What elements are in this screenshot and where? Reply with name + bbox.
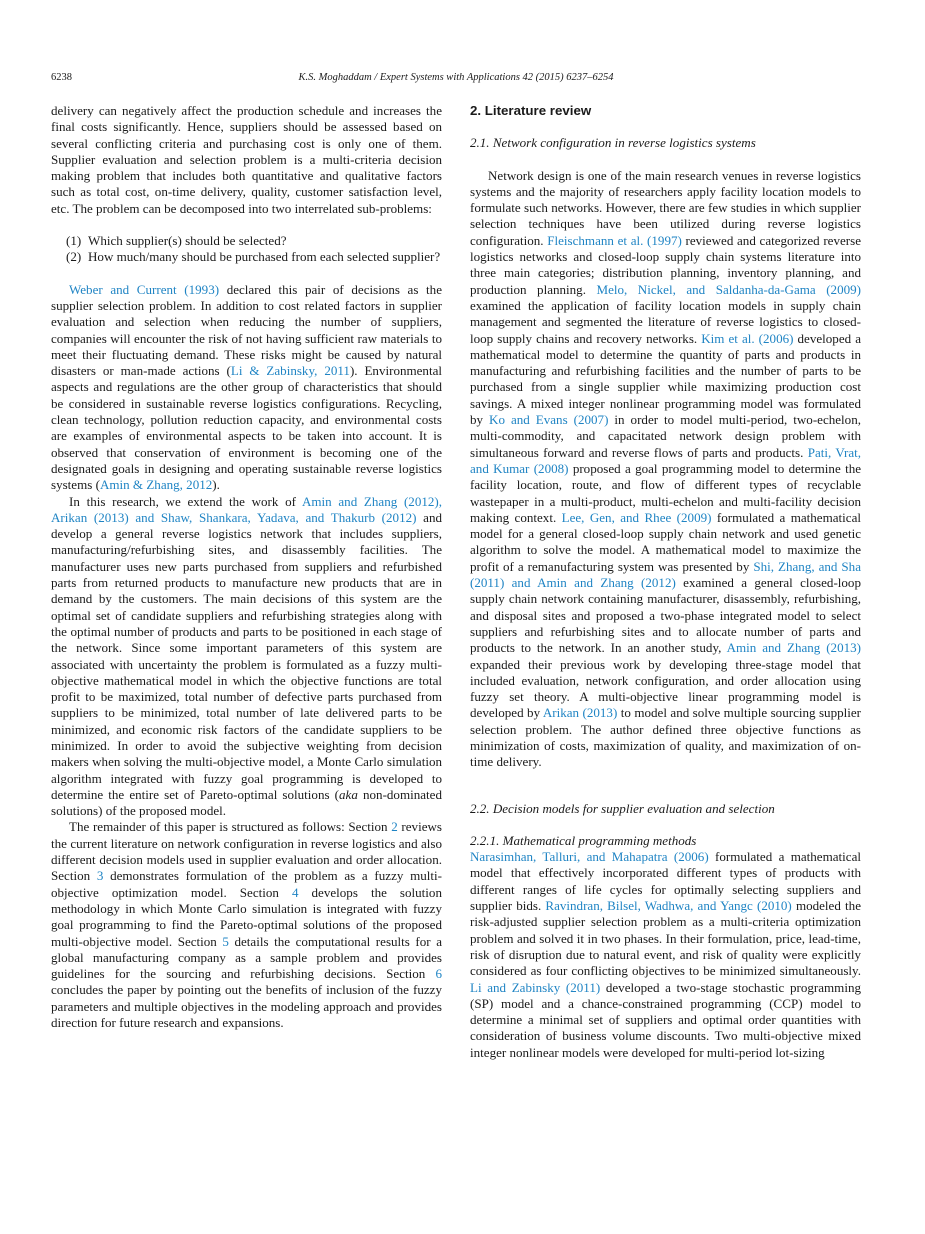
list-number: (1) xyxy=(66,233,82,249)
text-run: The remainder of this paper is structured as follows: Section xyxy=(69,819,392,835)
text-run: proposed a goal programming model to determine the facility location, route, and flow of different types of recyclable wastepaper in a multi-product, multi-echelon and multi-facility decision making context. xyxy=(470,460,862,525)
paragraph-intro-continued: delivery can negatively affect the production schedule and increases the final costs significantly. Hence, suppliers should be assessed based on several conflicting criteria and purchasing cost is only one of them. Supplier evaluation and selection problem is a multi-criteria decision making problem that includes both quantitative and qualitative factors such as total cost, on-time delivery, quality, customer satisfaction level, etc. The problem can be decomposed into two interrelated sub-problems: xyxy=(51,103,442,216)
text-run: concludes the paper by pointing out the benefits of inclusion of the fuzzy parameters and multiple objectives in the modeling approach and provides direction for future research and expansions. xyxy=(51,982,442,1031)
section-link[interactable]: 4 xyxy=(291,884,299,900)
text-run: examined the application of facility location models in supply chain management and segmented the literature of reverse logistics to closed-loop supply chains and recovery networks. xyxy=(470,297,861,346)
subsection-heading: 2.2. Decision models for supplier evaluation and selection xyxy=(470,800,775,816)
text-run: reviews the current literature on network configuration in reverse logistics and also different decision models used in supplier evaluation and order allocation. Section xyxy=(51,819,442,884)
text-run: modeled the risk-adjusted supplier selection problem as a multi-criteria optimization problem and solved it in two phases. In their formulation, price, lead-time, risk of disruption due to natural event, and risk of quality were explicitly considered as four conflicting objectives to be minimized simultaneously. xyxy=(470,898,861,979)
paragraph-math-programming xyxy=(470,849,861,1061)
left-column xyxy=(51,103,442,1031)
citation-link[interactable]: Pati, Vrat, and Kumar (2008) xyxy=(470,444,861,476)
citation-link[interactable]: Ko and Evans (2007) xyxy=(489,412,609,428)
citation-link[interactable]: Melo, Nickel, and Saldanha-da-Gama (2009) xyxy=(596,281,861,297)
citation-link[interactable]: Amin & Zhang, 2012 xyxy=(99,477,213,493)
running-head: K.S. Moghaddam / Expert Systems with Applications 42 (2015) 6237–6254 xyxy=(298,72,614,83)
text-run: declared this pair of decisions as the supplier selection problem. In addition to cost related factors in supplier evaluation and selection when reducing the number of suppliers, companies will encounter the risk of not having sufficient raw materials to meet their fluctuating demand. These risks might be caused by natural disasters or man-made actions ( xyxy=(51,281,442,379)
paragraph-structure xyxy=(51,819,442,1031)
text-run: formulated a mathematical model that effectively incorporated different types of products with different ranges of life cycles for optimally selecting suppliers and supplier bids. xyxy=(470,849,861,914)
citation-link[interactable]: Kim et al. (2006) xyxy=(701,330,794,346)
citation-link[interactable]: Ravindran, Bilsel, Wadhwa, and Yangc (2010) xyxy=(545,898,792,914)
text-run: ). xyxy=(212,477,220,493)
page-number: 6238 xyxy=(51,72,72,83)
text-run: in order to model multi-period, two-echelon, multi-commodity, and capacitated network design problem with simultaneous forward and reverse flows of parts and products. xyxy=(470,412,861,460)
section-link[interactable]: 5 xyxy=(222,933,229,949)
text-run: ). Environmental aspects and regulations are the other group of characteristics that should be considered in sustainable reverse logistics configurations. Recycling, clean technology, pollution reduction capacity, and environmental costs are examples of environmental aspects to be taken into account. It is observed that conservation of environment is becoming one of the designated goals in designing and operating sustainable reverse logistics systems ( xyxy=(51,363,442,493)
list-item xyxy=(51,249,442,265)
list-item xyxy=(51,233,442,249)
text-run: non-dominated solutions) of the proposed model. xyxy=(51,786,442,819)
page-header xyxy=(51,72,861,88)
text-run: and develop a general reverse logistics network that includes suppliers, manufacturing/refurbishing sites, and disassembly facilities. The manufacturer uses new parts purchased from suppliers and refurbished parts from returned products to manufacture new products that are in demand by the customers. The main decisions of this system are the optimal set of candidate suppliers and refurbishing strategies along with the optimal number of products and parts to be positioned in each stage of the network. Since some important parameters of this system are associated with uncertainty the problem is formulated as a fuzzy multi-objective mathematical model in which the objective functions are total profit to be maximized, total number of defective parts purchased from suppliers to be minimized, total number of late delivered parts to be minimized, and economic risk factors of the candidate suppliers to be minimized. In order to avoid the subjective weighting from decision makers when solving the multi-objective model, a Monte Carlo simulation algorithm integrated with fuzzy goal programming is developed to determine the entire set of Pareto-optimal solutions ( xyxy=(51,509,442,802)
list-text: How much/many should be purchased from each selected supplier? xyxy=(88,249,441,265)
list-text: Which supplier(s) should be selected? xyxy=(88,233,287,249)
text-run: reviewed and categorized reverse logistics networks and closed-loop supply chain systems literature into three main categories; distribution planning, inventory planning, and production planning. xyxy=(470,232,862,297)
subproblem-list xyxy=(51,233,442,266)
text-run: develops the solution methodology in which Monte Carlo simulation is integrated with fuzzy goal programming to find the Pareto-optimal solutions of the proposed multi-objective model. Section xyxy=(51,884,442,949)
list-number: (2) xyxy=(66,249,82,265)
text-run: to model and solve multiple sourcing supplier selection problem. The author defined three objective functions as minimization of costs, maximization of quality, and maximization of on-time delivery. xyxy=(470,705,862,770)
right-column xyxy=(470,103,861,1061)
citation-link[interactable]: Shi, Zhang, and Sha (2011) and Amin and Zhang (2012) xyxy=(470,558,861,591)
text-run: expanded their previous work by developing three-stage model that included evaluation, network configuration, and order allocation using fuzzy set theory. A multi-objective linear programming model is developed by xyxy=(470,656,861,721)
citation-link[interactable]: Li and Zabinsky (2011) xyxy=(470,979,601,995)
text-run: formulated a mathematical model for a general closed-loop supply chain network and used genetic algorithm to solve the model. A mathematical model to maximize the profit of a remanufacturing system was presented by xyxy=(470,509,861,574)
paragraph-supplier-selection xyxy=(51,282,442,494)
subsubsection-heading: 2.2.1. Mathematical programming methods xyxy=(470,832,697,848)
citation-link[interactable]: Weber and Current (1993) xyxy=(69,281,220,297)
section-link[interactable]: 2 xyxy=(391,819,398,835)
text-run: Network design is one of the main research venues in reverse logistics systems and the majority of researchers apply facility location models to formulate such networks. However, there are few studies in which supplier selection techniques have been utilized during reverse logistics configuration. xyxy=(470,167,861,248)
text-run: details the computational results for a global manufacturing company as a sample problem and provides guidelines for the sourcing and refurbishing decisions. Section xyxy=(51,933,442,982)
text-run: In this research, we extend the work of xyxy=(69,493,302,509)
text-run: demonstrates formulation of the problem as a fuzzy multi-objective optimization model. Section xyxy=(51,868,442,900)
paragraph-network-design xyxy=(470,168,861,771)
citation-link[interactable]: Lee, Gen, and Rhee (2009) xyxy=(561,509,712,525)
subsection-heading: 2.1. Network configuration in reverse logistics systems xyxy=(470,135,756,151)
citation-link[interactable]: Amin and Zhang (2013) xyxy=(726,640,861,656)
citation-link[interactable]: Fleischmann et al. (1997) xyxy=(547,232,682,248)
text-run: developed a two-stage stochastic programming (SP) model and a chance-constrained programming (CCP) model to determine a minimal set of suppliers and optimal order quantities with consideration of business volume discounts. Two multi-objective mixed integer nonlinear models were developed for multi-period lot-sizing xyxy=(470,979,862,1060)
paragraph-this-research xyxy=(51,494,442,820)
section-heading: 2. Literature review xyxy=(470,103,592,118)
italic-term: aka xyxy=(339,786,358,802)
text-run: developed a mathematical model to determine the quantity of parts and products in manufacturing and refurbishing facilities and the number of parts to be purchased from a single supplier while maximizing production cost savings. A mixed integer nonlinear programming model was formulated by xyxy=(470,330,861,428)
section-link[interactable]: 3 xyxy=(96,868,104,884)
citation-link[interactable]: Arikan (2013) xyxy=(542,705,618,721)
citation-link[interactable]: Amin and Zhang (2012), Arikan (2013) and Shaw, Shankara, Yadava, and Thakurb (2012) xyxy=(51,493,442,525)
section-link[interactable]: 6 xyxy=(435,966,442,982)
citation-link[interactable]: Narasimhan, Talluri, and Mahapatra (2006) xyxy=(470,849,709,865)
text-run: examined a general closed-loop supply chain network containing manufacturer, disassembly, refurbishing, and disposal sites and proposed a two-phase integrated model to select suppliers and refurbishing sites and to allocate number of parts and products to the network. In an another study, xyxy=(470,575,861,656)
citation-link[interactable]: Li & Zabinsky, 2011 xyxy=(230,363,350,379)
